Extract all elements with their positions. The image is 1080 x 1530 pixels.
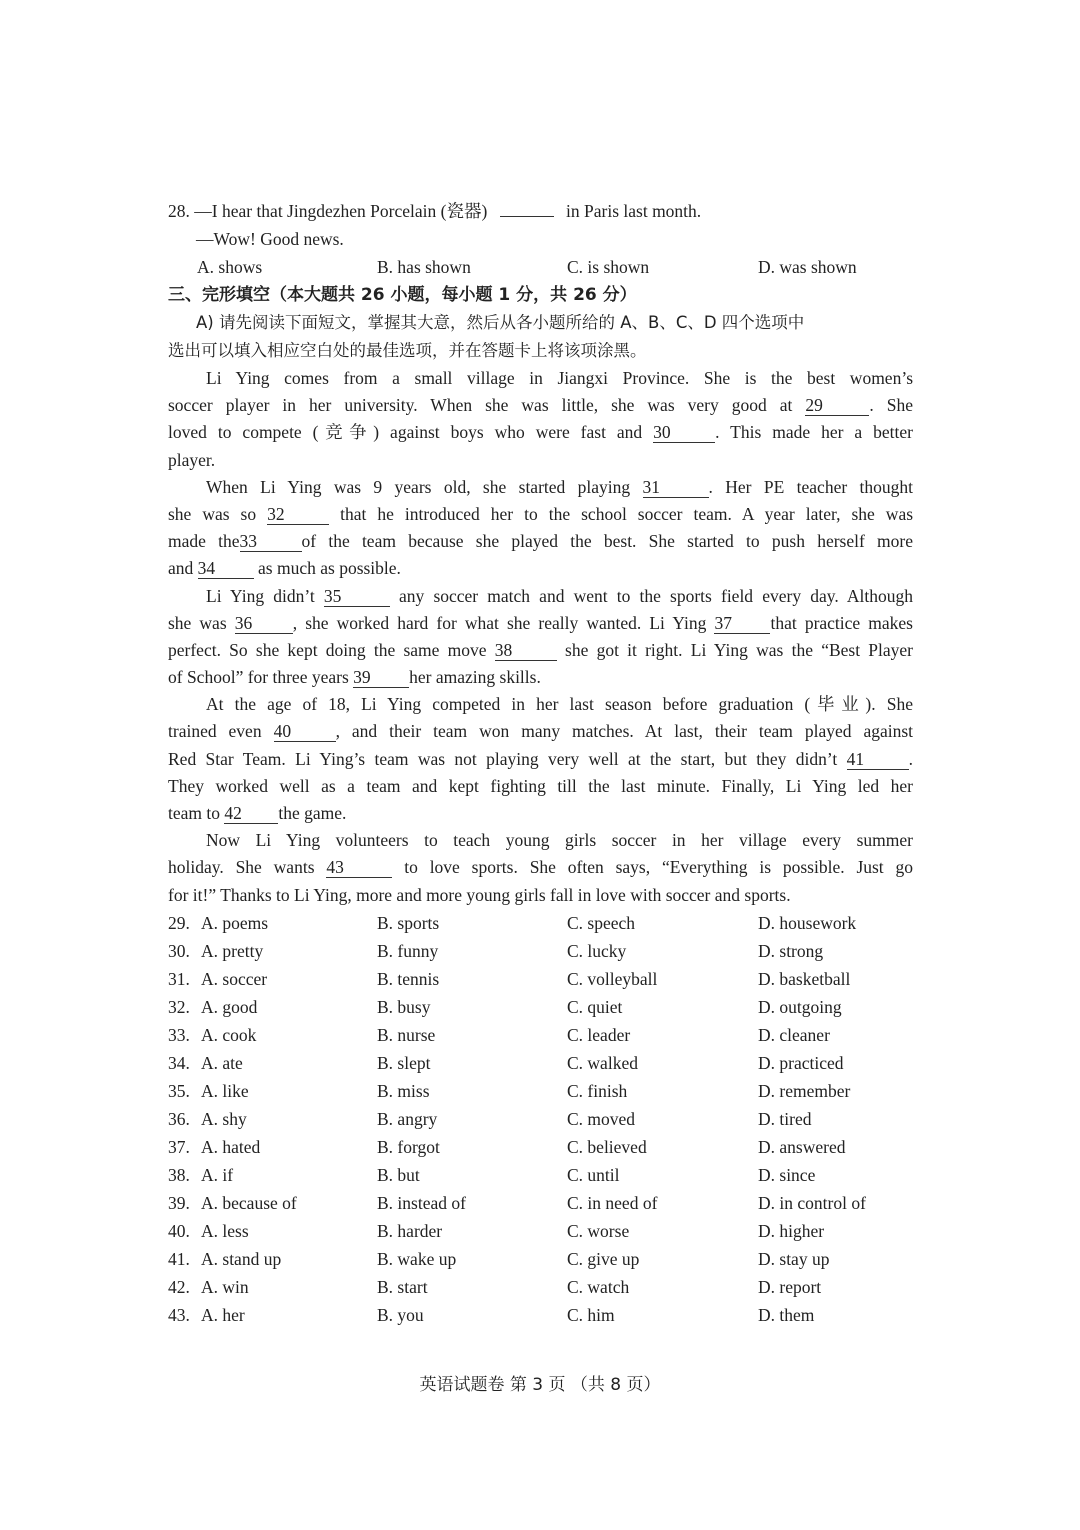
option-a [168,1049,377,1077]
option-a [168,993,377,1021]
passage-line [168,746,913,773]
option-c: C. give up [567,1248,640,1269]
option-number: 31. [168,968,190,989]
options-list [168,909,913,1329]
option-b: B. wake up [377,1248,457,1269]
option-number: 40. [168,1220,190,1241]
passage-text: she was [168,612,227,633]
passage-text: as much as possible. [258,558,401,579]
option-c: C. leader [567,1024,631,1045]
passage-text: any soccer match and went to the sports field every day. Although [399,585,914,606]
option-c: C. worse [567,1220,630,1241]
option-number: 32. [168,996,190,1017]
passage-line [168,474,913,501]
option-a-text: A. soccer [201,968,268,989]
option-d: D. cleaner [758,1024,830,1045]
passage-paragraph-5 [168,827,913,909]
option-row [168,1245,913,1273]
passage-text: made the [168,531,240,552]
passage-text: holiday. She wants [168,857,315,878]
option-d: D. tired [758,1108,812,1129]
option-row [168,1217,913,1245]
option-row [168,1133,913,1161]
option-c: C. walked [567,1052,638,1073]
option-a: A. shows [197,257,263,277]
option-row [168,965,913,993]
passage-line [168,610,913,637]
option-a-text: A. shy [201,1108,247,1129]
option-c: C. until [567,1164,620,1185]
passage-line: for it!” Thanks to Li Ying, more and more young girls fall in love with soccer and sports. [168,884,791,905]
option-a [168,937,377,965]
option-d: D. stay up [758,1248,830,1269]
passage-line [168,501,913,528]
option-number: 42. [168,1276,190,1297]
option-number: 38. [168,1164,190,1185]
option-c: C. him [567,1304,615,1325]
option-number: 36. [168,1108,190,1129]
option-a-text: A. less [201,1220,249,1241]
passage-paragraph-2 [168,474,913,583]
passage-text: When Li Ying was 9 years old, she started playing [206,476,631,497]
option-a [168,1273,377,1301]
option-a-text: A. her [201,1304,245,1325]
option-d: D. higher [758,1220,825,1241]
passage-text: the game. [278,803,347,823]
option-c: C. watch [567,1276,630,1297]
option-row [168,993,913,1021]
option-a-text: A. poems [201,912,269,933]
option-number: 34. [168,1052,190,1073]
option-b: B. funny [377,940,439,961]
blank-42: 42 [224,803,278,824]
option-c: C. lucky [567,940,627,961]
option-a-text: A. because of [201,1192,297,1213]
passage-text: soccer player in her university. When she was little, she was very good at [168,395,793,416]
option-a [168,1133,377,1161]
passage-line [168,800,913,827]
question-number: 28. [168,201,190,221]
passage-line: At the age of 18, Li Ying competed in her last season before graduation (毕业). She [206,694,913,715]
passage-text: she got it right. Li Ying was the “Best Player [565,639,914,660]
passage-text: of School” for three years [168,667,349,688]
option-row [168,1273,913,1301]
blank-37: 37 [714,613,770,634]
option-b: B. angry [377,1108,438,1129]
passage-text: loved to compete (竞争) against boys who were fast and [168,422,643,443]
passage-text: . This made her a better [715,422,913,443]
passage-line [168,637,913,664]
option-number: 29. [168,912,190,933]
passage-text: . [908,748,913,769]
passage-paragraph-3 [168,583,913,692]
question-28-options [168,253,913,281]
option-a [168,909,377,937]
option-row [168,1301,913,1329]
page-content [168,197,913,1329]
section-instruction-line1: A) 请先阅读下面短文，掌握其大意，然后从各小题所给的 A、B、C、D 四个选项中 [196,313,805,332]
passage-text: to love sports. She often says, “Everything is possible. Just go [404,857,914,878]
option-a-text: A. stand up [201,1248,282,1269]
passage-text: team to [168,803,220,823]
option-a [168,1021,377,1049]
option-number: 37. [168,1136,190,1157]
option-a [168,1301,377,1329]
passage-line [168,664,913,691]
option-row [168,1161,913,1189]
passage-line: player. [168,449,216,470]
option-number: 43. [168,1304,190,1325]
option-d: D. them [758,1304,815,1325]
section-title: 三、完形填空（本大题共 26 小题，每小题 1 分，共 26 分） [168,285,637,305]
option-b: B. forgot [377,1136,440,1157]
option-b: B. sports [377,912,440,933]
option-b: B. miss [377,1080,430,1101]
option-row [168,1049,913,1077]
blank-40: 40 [274,721,336,742]
passage-line [168,854,913,881]
passage-line: Li Ying comes from a small village in Jiangxi Province. She is the best women’s [206,368,913,388]
option-c: C. is shown [567,257,650,277]
blank-30: 30 [653,422,715,443]
option-a-text: A. pretty [201,940,264,961]
blank-31: 31 [643,477,709,498]
passage-paragraph-1 [168,365,913,474]
option-a-text: A. like [201,1080,249,1101]
option-d: D. was shown [758,257,857,277]
option-d: D. practiced [758,1052,844,1073]
option-c: C. finish [567,1080,628,1101]
question-text: in Paris last month. [566,201,702,221]
option-a-text: A. ate [201,1052,243,1073]
passage-text: that he introduced her to the school soccer team. A year later, she was [340,503,914,524]
option-d: D. in control of [758,1192,866,1213]
option-a [168,1105,377,1133]
section-instruction-line2: 选出可以填入相应空白处的最佳选项，并在答题卡上将该项涂黑。 [168,341,647,360]
blank-36: 36 [235,613,293,634]
option-a [168,1161,377,1189]
option-b: B. tennis [377,968,440,989]
option-b: B. slept [377,1052,431,1073]
option-number: 41. [168,1248,190,1269]
option-a-text: A. win [201,1276,249,1297]
blank-32: 32 [267,504,329,525]
passage-text: that practice makes [770,612,913,633]
option-a-text: A. good [201,996,258,1017]
blank-39: 39 [353,667,409,688]
option-a [168,965,377,993]
passage-text: trained even [168,721,262,742]
passage-text: Li Ying didn’t [206,585,315,606]
option-a [168,1217,377,1245]
blank-34: 34 [198,558,254,579]
option-number: 30. [168,940,190,961]
option-b: B. has shown [377,257,471,277]
blank-33: 33 [240,531,302,552]
option-b: B. harder [377,1220,443,1241]
option-row [168,937,913,965]
blank-43: 43 [326,857,392,878]
passage-text: perfect. So she kept doing the same move [168,639,487,660]
option-row [168,1077,913,1105]
option-c: C. quiet [567,996,623,1017]
option-c: C. moved [567,1108,636,1129]
passage-text: of the team because she played the best. She started to push herself more [301,531,913,552]
blank-41: 41 [847,749,909,770]
passage-line: They worked well as a team and kept fighting till the last minute. Finally, Li Ying led her [168,775,913,796]
option-d: D. basketball [758,968,851,989]
question-28-line2: —Wow! Good news. [196,229,344,249]
option-row [168,1021,913,1049]
option-a-text: A. if [201,1164,234,1185]
option-a-text: A. cook [201,1024,257,1045]
option-a [168,1245,377,1273]
option-number: 35. [168,1080,190,1101]
blank-38: 38 [495,640,557,661]
passage-text: , she worked hard for what she really wanted. Li Ying [292,612,707,633]
passage-line [168,718,913,745]
option-a [168,1077,377,1105]
passage-line [168,528,913,555]
option-c: C. believed [567,1136,647,1157]
option-d: D. answered [758,1136,846,1157]
passage-line [168,555,913,582]
option-row [168,1105,913,1133]
passage-line [168,392,913,419]
passage-text: her amazing skills. [409,667,541,688]
passage-text: and [168,558,194,579]
passage-line: Now Li Ying volunteers to teach young girls soccer in her village every summer [206,830,913,851]
passage-text: . Her PE teacher thought [708,476,914,497]
option-d: D. housework [758,912,857,933]
option-b: B. instead of [377,1192,466,1213]
blank-29: 29 [805,395,869,416]
question-28-line1 [168,197,913,225]
option-b: B. busy [377,996,431,1017]
passage-line [168,419,913,446]
option-row [168,909,913,937]
option-c: C. in need of [567,1192,658,1213]
passage-line [168,583,913,610]
blank-35: 35 [324,586,390,607]
passage-text: . She [869,395,914,416]
option-b: B. start [377,1276,428,1297]
option-c: C. volleyball [567,968,658,989]
option-b: B. nurse [377,1024,436,1045]
page-footer: 英语试题卷 第 3 页 （共 8 页） [419,1375,661,1395]
passage-text: she was so [168,503,257,524]
option-number: 39. [168,1192,190,1213]
passage-text: , and their team won many matches. At last, their team played against [335,721,914,742]
option-d: D. outgoing [758,996,842,1017]
option-number: 33. [168,1024,190,1045]
option-row [168,1189,913,1217]
option-b: B. you [377,1304,424,1325]
option-a-text: A. hated [201,1136,261,1157]
question-text: —I hear that Jingdezhen Porcelain (瓷器) [194,201,488,221]
passage-text: Red Star Team. Li Ying’s team was not playing very well at the start, but they didn’t [168,748,838,769]
option-d: D. strong [758,940,824,961]
option-c: C. speech [567,912,636,933]
option-b: B. but [377,1164,420,1185]
option-d: D. report [758,1276,822,1297]
option-d: D. remember [758,1080,851,1101]
option-d: D. since [758,1164,816,1185]
option-a [168,1189,377,1217]
answer-blank [500,198,554,217]
passage-paragraph-4 [168,691,913,827]
